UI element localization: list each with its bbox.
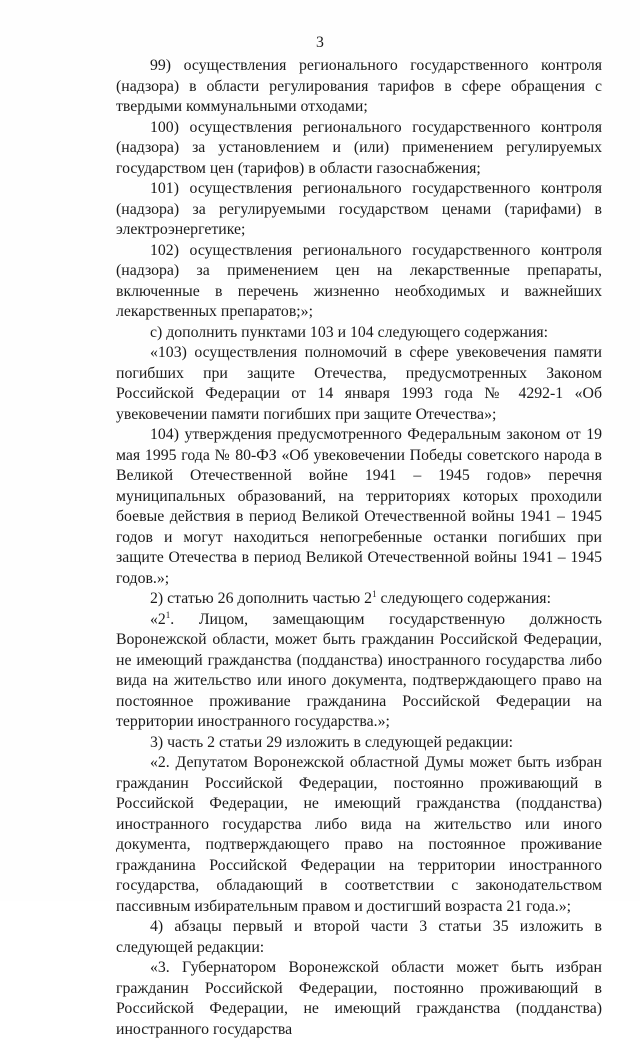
- paragraph-text-after: . Лицом, замещающим государственную должность Воронежской области, может быть гражданин Российской Федерации, не имеющий гражданства (подданства) иностранного государства либо вида на жительство или иного документа, подтверждающего право на постоянное проживание гражданина Российской Федерации на территории иностранного государства.»;: [116, 610, 602, 730]
- paragraph-item-104: 104) утверждения предусмотренного Федеральным законом от 19 мая 1995 года № 80-ФЗ «Об увековечении Победы советского народа в Великой Отечественной войне 1941 – 1945 годов» перечня муниципальных образований, на территориях которых проходили боевые действия в период Великой Отечественной войны 1941 – 1945 годов и могут находиться непогребенные останки погибших при защите Отечества в период Великой Отечественной войны 1941 – 1945 годов.»;: [116, 426, 602, 587]
- paragraph-article-29: 3) часть 2 статьи 29 изложить в следующей редакции:: [150, 733, 514, 751]
- paragraph-item-99: 99) осуществления регионального государственного контроля (надзора) в области регулирования тарифов в сфере обращения с твердыми коммунальными отходами;: [116, 57, 602, 115]
- paragraph-part-2-1: [116, 610, 602, 733]
- paragraph-item-102: 102) осуществления регионального государственного контроля (надзора) за применением цен на лекарственные препараты, включенные в перечень жизненно необходимых и важнейших лекарственных препаратов;»;: [116, 241, 602, 320]
- paragraph-text-after: следующего содержания:: [376, 590, 551, 607]
- superscript-marker: 1: [372, 589, 377, 599]
- paragraph-article-26: [116, 589, 602, 610]
- paragraph-article-35: 4) абзацы первый и второй части 3 статьи 35 изложить в следующей редакции:: [116, 918, 602, 956]
- paragraph-add-items: с) дополнить пунктами 103 и 104 следующего содержания:: [150, 323, 549, 341]
- page-number: 3: [316, 34, 324, 51]
- paragraph-item-101: 101) осуществления регионального государственного контроля (надзора) за регулируемыми государством ценами (тарифами) в электроэнергетике;: [116, 180, 602, 238]
- paragraph-deputy: «2. Депутатом Воронежской областной Думы может быть избран гражданин Российской Федерации, постоянно проживающий в Российской Федерации, не имеющий гражданства (подданства) иностранного государства либо вида на жительство или иного документа, подтверждающего право на постоянное проживание гражданина Российской Федерации на территории иностранного государства, обладающий в соответствии с законодательством пассивным избирательным правом и достигший возраста 21 года.»;: [116, 754, 602, 915]
- document-body: [116, 56, 602, 1040]
- paragraph-item-100: 100) осуществления регионального государственного контроля (надзора) за установлением и (или) применением регулируемых государством цен (тарифов) в области газоснабжения;: [116, 118, 602, 177]
- superscript-marker: 1: [165, 609, 171, 620]
- paragraph-text-before: «2: [150, 610, 166, 628]
- paragraph-text-before: 2) статью 26 дополнить частью 2: [150, 590, 373, 607]
- paragraph-governor: «3. Губернатором Воронежской области может быть избран гражданин Российской Федерации, постоянно проживающий в Российской Федерации, не имеющий гражданства (подданства) иностранного государства: [116, 959, 602, 1038]
- paragraph-item-103: «103) осуществления полномочий в сфере увековечения памяти погибших при защите Отечества, предусмотренных Законом Российской Федерации от 14 января 1993 года № 4292-1 «Об увековечении памяти погибших при защите Отечества»;: [116, 344, 602, 423]
